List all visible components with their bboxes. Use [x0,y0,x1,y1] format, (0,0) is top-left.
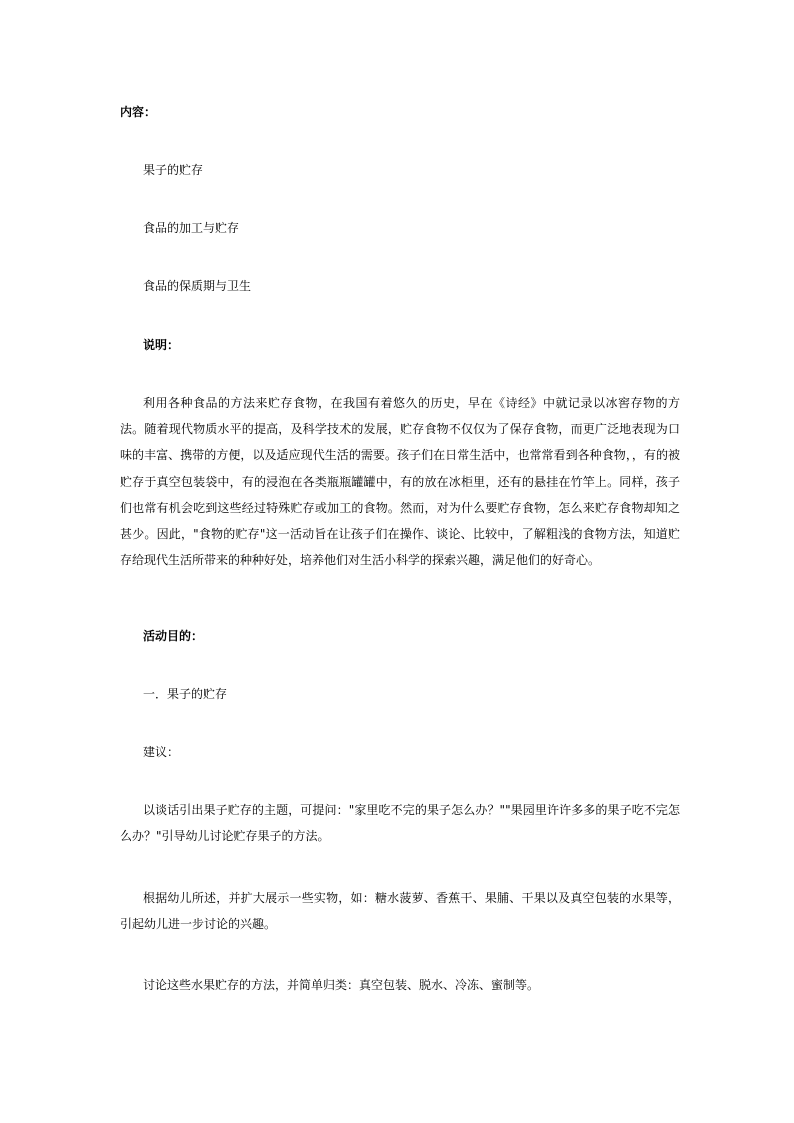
suggestion-paragraph-3: 讨论这些水果贮存的方法，并简单归类：真空包装、脱水、冷冻、蜜制等。 [143,978,540,992]
section-one-title: 一．果子的贮存 [143,687,228,701]
suggestion-label: 建议： [143,745,180,759]
suggestion-paragraph-1: 以谈话引出果子贮存的主题，可提问："家里吃不完的果子怎么办？""果园里许许多多的果子吃不完怎么办？"引导幼儿讨论贮存果子的方法。 [120,803,680,844]
suggestion-paragraph-2: 根据幼儿所述，并扩大展示一些实物，如：糖水菠萝、香蕉干、果脯、干果以及真空包装的水果等，引起幼儿进一步讨论的兴趣。 [120,891,680,932]
explanation-heading: 说明： [143,338,180,352]
content-item-food-processing: 食品的加工与贮存 [143,221,240,235]
objective-heading: 活动目的： [143,629,204,643]
content-item-fruit-storage: 果子的贮存 [143,163,204,177]
explanation-paragraph: 利用各种食品的方法来贮存食物，在我国有着悠久的历史，早在《诗经》中就记录以冰窖存物的方法。随着现代物质水平的提高，及科学技术的发展，贮存食物不仅仅为了保存食物，而更广泛地表现为口味的丰富、携带的方便，以及适应现代生活的需要。孩子们在日常生活中，也常常看到各种食物，，有的被贮存于真空包装袋中，有的浸泡在各类瓶瓶罐罐中，有的放在冰柜里，还有的悬挂在竹竿上。同样，孩子们也常有机会吃到这些经过特殊贮存或加工的食物。然而，对为什么要贮存食物，怎么来贮存食物却知之甚少。因此，"食物的贮存"这一活动旨在让孩子们在操作、谈论、比较中，了解粗浅的食物方法，知道贮存给现代生活所带来的种种好处，培养他们对生活小科学的探索兴趣，满足他们的好奇心。 [120,396,680,568]
content-heading: 内容： [120,105,157,119]
content-item-shelf-life: 食品的保质期与卫生 [143,279,252,293]
